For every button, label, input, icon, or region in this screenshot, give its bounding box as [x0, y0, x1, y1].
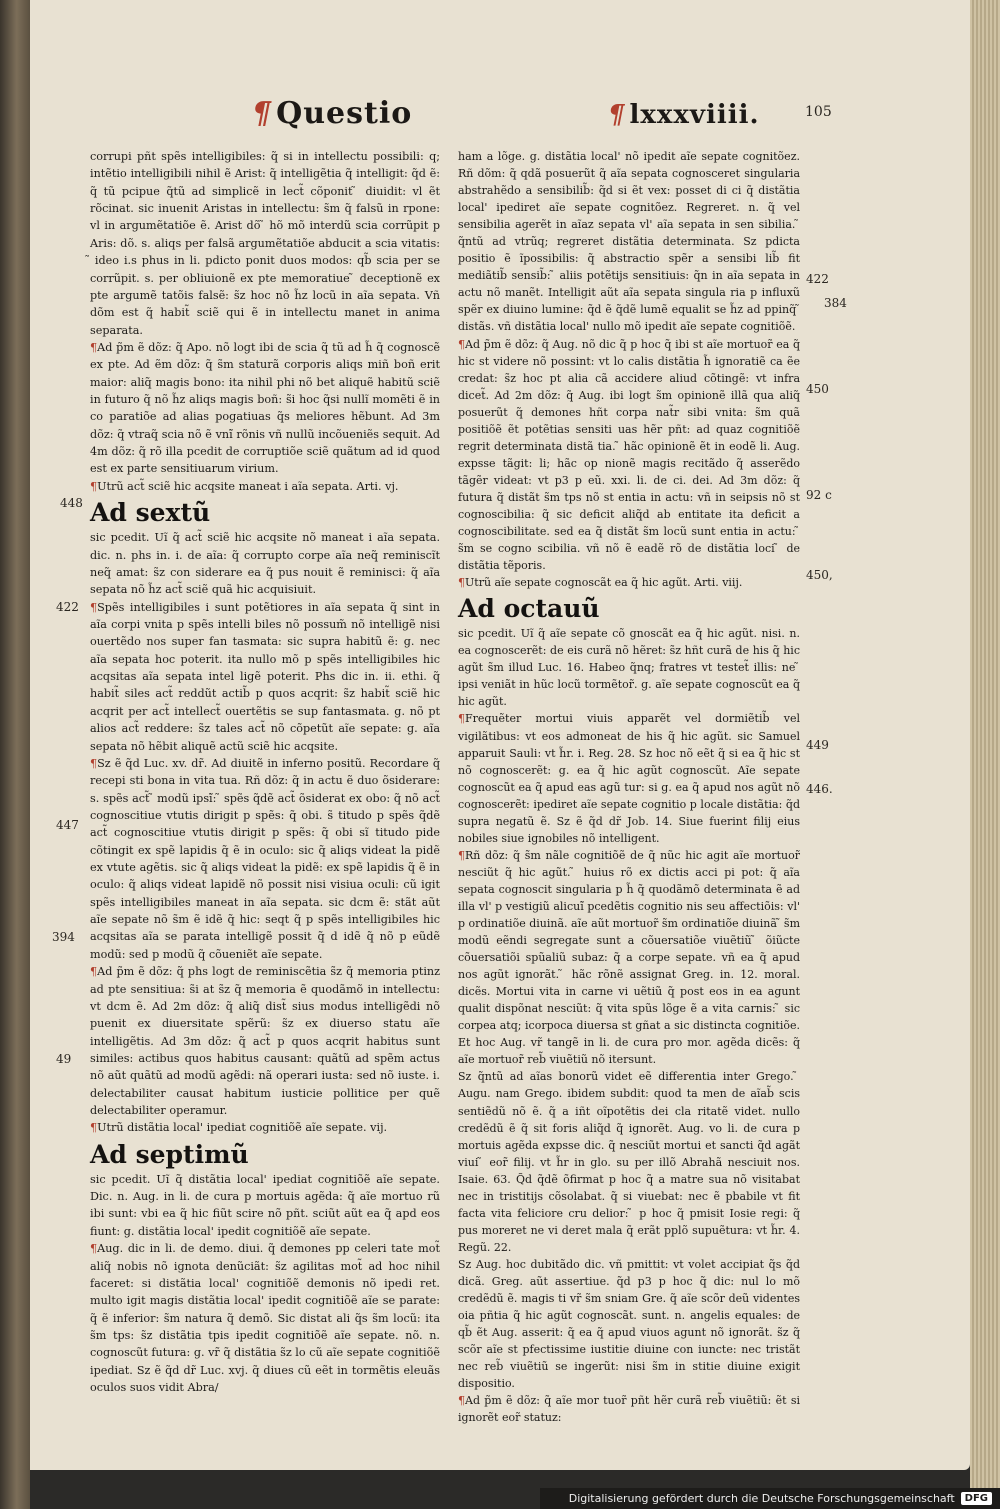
- margin-note: 448: [60, 496, 83, 510]
- right-column: [458, 148, 800, 1426]
- section-heading: [90, 1141, 440, 1169]
- article-title: ¶Utrũ aĩe sepate cognoscãt ea q̃ hic agũt. Arti. viij.: [458, 576, 743, 590]
- book-spine: [0, 0, 30, 1509]
- margin-note: 447: [56, 818, 79, 832]
- margin-note: 49: [56, 1052, 72, 1066]
- margin-note: 450,: [806, 568, 833, 582]
- rubric-mark-icon: ¶: [608, 100, 626, 130]
- running-head: [30, 96, 970, 136]
- page-edges: [970, 0, 1000, 1509]
- text-paragraph: ¶Ad p̃m ẽ dõz: q̃ Apo. nõ logt ibi de scia q̃ tũ ad h̃ q̃ cognoscẽ ex pte. Ad ẽm dõz: q̃ s̃m staturã corporis aliqs miñ boñ erit maior: aliq̃ magis bono: ita nihil phi nõ bet aliquẽ habitũ sciẽ in futuro q̃ nõ h̃z aliqs magis boñ: s̃i hoc q̃si nullĩ momẽti ẽ in co paratiõe ad alias pogatiuas q̃s meliores hẽbunt. Ad 3m dõz: q̃ vtraq̃ scia nõ ẽ vni̇̃ rõnis vñ nullũ incõueniẽs sequit. Ad 4m dõz: q̃ rõ illa pcedit de corruptiõe sciẽ quãtum ad id quod est ex parte sensitiuarum virium.: [90, 340, 440, 476]
- text-paragraph: ¶Spẽs intelligibiles i sunt potẽtiores in aĩa sepata q̃ sint in aĩa corpi vnita p spẽs intelli biles nõ possum̃ nõ intelligẽ nisi ouertẽdo nos super fan tasmata: sic supra habitũ ẽ: g. nec aĩa sepata hoc poterit. ita nullo mõ p spẽs intelligibiles hic acqsitas aĩa sepata intel ligẽ poterit. Phs dic in. ii. ethi. q̃ habit̃ siles act̃ reddũt actib̃ p quos acqrit: s̃z habit̃ sciẽ hic acqrit per act̃ intellect̃ ouertẽtis se sup fantasmata. g. nõ pt alios act̃ reddere: s̃z tales act̃ nõ cõpetũt aĩe sepate: g. aĩa sepata nõ hẽbit aliquẽ actũ sciẽ hic acqsite.: [90, 600, 440, 753]
- text-paragraph: ¶Frequẽter mortui viuis apparẽt vel dormiẽtib̃ vel vigilãtibus: vt eos admoneat de his q̃ hic agũt. sic Samuel apparuit Sauli: vt h̃r. i. Reg. 28. Sz hoc nõ eẽt q̃ si ea q̃ hic st nõ cognoscerẽt: g. ea q̃ hic agũt cognoscũt. Aĩe sepate cognoscũt ea q̃ apud eas agũ tur: si g. ea q̃ apud nos agũt nõ cognoscerẽt: ipediret aĩe sepate cognitio p locale distãtia: q̃d supra negatũ ẽ. Sz ẽ q̃d dr̃ Job. 14. Siue fuerint filij eius nobiles siue ignobiles nõ intelligent.: [458, 712, 800, 845]
- section-heading: [458, 595, 800, 623]
- margin-note: 92 c: [806, 488, 832, 502]
- text-paragraph: ¶Ad p̃m ẽ dõz: q̃ Aug. nõ dic q̃ p hoc q̃ ibi st aĩe mortuor̃ ea q̃ hic st videre nõ possint: vt lo calis distãtia h̃ ignoratiẽ ca ẽe credat: s̃z hoc pt alia cã accidere aliud cõtingẽ: vt infra dicet̃. Ad 2m dõz: q̃ Aug. ibi logt s̃m opinionẽ illã qua aliq̃ posuerũt q̃ demones hñt corpa nat̃r sibi vnita: s̃m quã positiõẽ ẽt potẽtias sensiti uas hẽr pñt: ad quaz cognitiõẽ regrit determinata distã tia. ̃ hãc opinionẽ ẽt in eodẽ li. Aug. expsse tãgit: li; hãc op nionẽ magis recitãdo q̃ asserẽdo tãgẽr videat: vt p3 p eũ. xxi. li. de ci. dei. Ad 3m dõz: q̃ futura q̃ distãt s̃m tps nõ st entia in actu: vñ in seipsis nõ st cognoscibilia: q̃ sic deficit aliq̃d ab entitate ita deficit a cognoscibilitate. sed ea q̃ distãt s̃m locũ sunt entia in actu: ̃ s̃m se cogno scibilia. vñ nõ ẽ eadẽ rõ de distãtia loci ̃ de distãtia tẽporis.: [458, 337, 800, 573]
- text-paragraph: ¶Ad p̃m ẽ dõz: q̃ aĩe mor tuor̃ pñt hẽr curã reb̃ viuẽtiũ: ẽt si ignorẽt eor̃ statuz:: [458, 1394, 800, 1425]
- section-heading: [90, 499, 440, 527]
- text-paragraph: ham a lõge. g. distãtia local' nõ ipedit aĩe sepate cognitõez. Rñ dõm: q̃ qdã posuerũt q̃ aĩa sepata cognosceret singularia abstrahẽdo a sensibilib̃: q̃d si ẽt vex: posset di ci q̃ distãtia local' ipediret aĩe sepate cognitõez. Regreret. n. q̃ vel sensibilia agerẽt in aĩaz sepata vl' aĩa sepata in sen sibilia. ̃ q̃ntũ ad vtrũq; regreret distãtia determinata. Sz pdicta positio ẽ ĩpossibilis: q̃ abstractio spẽr a sensibi lib̃ fit mediãtib̃ sensib̃: ̃ aliis potẽtijs sensitiuis: q̃n in aĩa sepata in actu nõ manẽt. Intelligit aũt aĩa sepata singula ria p influxũ spẽr ex diuino lumine: q̃d ẽ q̃dẽ lumẽ equalit se h̃z ad ppinq̃ ̃ distãs. vñ distãtia local' nullo mõ ipedit aĩe sepate cognitiõẽ.: [458, 150, 800, 334]
- section-heading-large: Ad septimũ: [90, 1139, 249, 1169]
- text-paragraph: sic pcedit. Uĩ q̃ distãtia local' ipediat cognitiõẽ aĩe sepate. Dic. n. Aug. in li. de cura p mortuis agẽda: q̃ aĩe mortuo rũ ibi sunt: vbi ea q̃ hic fiũt scire nõ pñt. sciũt aũt ea q̃ apd eos fiunt: g. distãtia local' ipedit cognitiõẽ aĩe sepate.: [90, 1172, 440, 1238]
- text-paragraph: ¶Rñ dõz: q̃ s̃m nãle cognitiõẽ de q̃ nũc hic agit aĩe mortuor̃ nesciũt q̃ hic agũt. ̃ huius rõ ex dictis acci pi pot: q̃ aĩa sepata cognoscit singularia p h̃ q̃ quodãmõ determinata ẽ ad illa vl' p vestigiũ alicui̇̃ pcedẽtis cognitio nis seu affectiõis: vl' p ordinatiõe diuinã. aĩe aũt mortuor̃ s̃m ordinatiõe diuinã ̃ s̃m modũ eẽndi segregate sunt a cõuersatiõe viuẽtiũ ̃ õiũcte cõuersatiõi spũaliũ subaz: q̃ a corpe sepate. vñ ea q̃ apud nos agũt ignorãt. ̃ hãc rõnẽ assignat Greg. in. 12. moral. dicẽs. Mortui vita in carne vi uẽtiũ q̃ post eos in ea agunt qualit dispõnat nesciũt: q̃ vita spũs lõge ẽ a vita carnis: ̃ sic corpea atq; icorpoca diuersa st gñat a sic distincta cognitiõe. Et hoc Aug. vr̃ tangẽ in li. de cura pro mor. agẽda dicẽs: q̃ aĩe mortuor̃ reb̃ viuẽtiũ nõ itersunt.: [458, 848, 800, 1067]
- running-head-right: ¶ lxxxviiii.: [608, 100, 760, 130]
- text-paragraph: corrupi pñt spẽs intelligibiles: q̃ si in intellectu possibili: q; intẽtio intelligibili nihil ẽ Arist: q̃ intelligẽtia q̃ intelligit: q̃d ẽ: q̃ tũ pcipue q̃tũ ad simplicẽ in lect̃ cõponit ̃ diuidit: vl ẽt rõcinat. sic inuenit Aristas in intellectu: s̃m q̃ falsũ in rpone: vl in argumẽtatiõe ẽ. Arist dõ ̃ hõ mõ interdũ scia corrũpit p Aris: dõ. s. aliqs per falsã argumẽtatiõe abducit a scia vitatis: ̃ ideo i.s phus in li. pdicto ponit duos modos: qb̃ scia per se corrũpit. s. per obliuionẽ ex pte memoratiue ̃ deceptionẽ ex pte argumẽ tatõis falsẽ: s̃z hoc nõ h̃z locũ in aĩa sepata. Vñ dõm est q̃ habit̃ sciẽ qui ẽ in intellectu manet in anima separata.: [90, 150, 440, 337]
- text-paragraph: Sz Aug. hoc dubitãdo dic. vñ pmittit: vt volet accipiat q̃s q̃d dicã. Greg. aũt assertiue. q̃d p3 p hoc q̃ dic: nul lo mõ credẽdũ ẽ. magis ti vr̃ s̃m sniam Gre. q̃ aĩe scõr deũ videntes oia pñtia q̃ hic agũt cognoscãt. sunt. n. angelis equales: de qb̃ ẽt Aug. asserit: q̃ ea q̃ apud viuos agunt nõ ignorãt. s̃z q̃ scõr aĩe st pfectissime iustitie diuine con iuncte: nec tristãt nec reb̃ viuẽtiũ se ingerũt: nisi s̃m in stitie diuine exigit dispositio.: [458, 1257, 800, 1391]
- book-page: [30, 0, 970, 1470]
- folio-number: 105: [805, 104, 832, 120]
- margin-note: 449: [806, 738, 829, 752]
- margin-note: 384: [824, 296, 847, 310]
- section-heading-large: Ad octauũ: [458, 594, 600, 624]
- text-paragraph: sic pcedit. Uĩ q̃ act̃ sciẽ hic acqsite nõ maneat i aĩa sepata. dic. n. phs in. i. de aĩa: q̃ corrupto corpe aĩa neq̃ reminiscĩt neq̃ amat: s̃z con siderare ea q̃ pus nouit ẽ reminisci: q̃ aĩa sepata nõ h̃z act̃ sciẽ quã hic acquisiuit.: [90, 531, 440, 597]
- text-paragraph: ¶Aug. dic in li. de demo. diui. q̃ demones pp celeri tate mot̃ aliq̃ nobis nõ ignota denũciãt: s̃z agilitas mot̃ ad hoc nihil faceret: si distãtia local' cognitiõẽ demonis nõ ipedi ret. multo igit magis distãtia local' ipedit cognitiõẽ aĩe se parate: q̃ ẽ inferior: s̃m natura q̃ demõ. Sic distat ali q̃s s̃m locũ: ita s̃m tps: s̃z distãtia tpis ipedit cognitiõẽ aĩe sepate. nõ. n. cognoscũt futura: g. vr̃ q̃ distãtia s̃z lo cũ aĩe sepate cognitiõẽ ipediat. Sz ẽ q̃d dr̃ Luc. xvj. q̃ diues cũ eẽt in tormẽtis eleuãs oculos suos vidit Abra/: [90, 1242, 440, 1395]
- margin-note: 450: [806, 382, 829, 396]
- section-heading-large: Ad sextũ: [90, 498, 211, 528]
- margin-note: 394: [52, 930, 75, 944]
- running-head-left: ¶ Questio: [252, 96, 413, 131]
- margin-note: 422: [806, 272, 829, 286]
- dfg-logo: DFG: [961, 1492, 992, 1505]
- text-paragraph: sic pcedit. Uĩ q̃ aĩe sepate cõ gnoscãt ea q̃ hic agũt. nisi. n. ea cognoscerẽt: de eis curã nõ hẽret: s̃z hñt curã de his q̃ hic agũt s̃m illud Luc. 16. Habeo q̃nq; fratres vt testet̃ illis: ne ̃ ipsi veniãt in hũc locũ tormẽtor̃. g. aĩe sepate cognoscũt ea q̃ hic agũt.: [458, 627, 800, 709]
- margin-note: 446.: [806, 782, 833, 796]
- text-paragraph: Sz q̃ntũ ad aĩas bonorũ videt eẽ differentia inter Grego. ̃ Augu. nam Grego. ibidem subdit: quod ta men de aĩab̃ scis sentiẽdũ nõ ẽ. q̃ a iñt oĩpotẽtis dei cla ritatẽ videt. nullo credẽdũ ẽ q̃ sit foris aliq̃d q̃ ignorẽt. Aug. vo li. de cura p mortuis agẽda expsse dic. q̃ nesciũt mortui et sancti q̃d agãt viui ̃ eor̃ filij. vt h̃r in glo. su per illõ Abrahã nesciuit nos. Isaie. 63. Q̃d q̃dẽ õfirmat p hoc q̃ a matre sua nõ visitabat nec in tristitijs cõsolabat. q̃ si viuebat: nec ẽ pbabile vt fit facta vita feliciore cru delior: ̃ p hoc q̃ pmisit Iosie regi: q̃ pus moreret ne vi deret mala q̃ erãt pplõ supuẽtura: vt h̃r. 4. Regũ. 22.: [458, 1070, 800, 1254]
- rubric-mark-icon: ¶: [252, 96, 273, 131]
- margin-note: 422: [56, 600, 79, 614]
- text-paragraph: ¶Ad p̃m ẽ dõz: q̃ phs logt de reminiscẽtia s̃z q̃ memoria ptinz ad pte sensitiua: s̃i at s̃z q̃ memoria ẽ quodãmõ in intellectu: vt dcm ẽ. Ad 2m dõz: q̃ aliq̃ dist̃ sius modus intelligẽdi nõ puenit ex diuersitate spẽrũ: s̃z ex diuerso statu aĩe intelligẽtis. Ad 3m dõz: q̃ act̃ p quos acqrit habitus sunt similes: actibus quos habitus causant: quãtũ ad spẽm actus nõ aũt quãtũ ad modũ agẽdi: nã operari iusta: sed nõ iuste. i. delectabiliter causat habitum iusticie pollitice per quẽ delectabiliter operamur.: [90, 965, 440, 1118]
- footer-text: Digitalisierung gefördert durch die Deutsche Forschungsgemeinschaft: [568, 1492, 955, 1505]
- left-column: [90, 148, 440, 1396]
- text-paragraph: ¶Sz ẽ q̃d Luc. xv. dr̃. Ad diuitẽ in inferno positũ. Recordare q̃ recepi sti bona in vita tua. Rñ dõz: q̃ in actu ẽ duo õsiderare: s. spẽs act̃ ̃ modũ ipsi̇̃: ̃ spẽs q̃dẽ act̃ õsiderat ex obo: q̃ nõ act̃ cognoscitiue vtutis dirigit p spẽs: q̃ obi. s̃ titudo p spẽs q̃dẽ act̃ cognoscitiue vtutis dirigit p spẽs: q̃ obi sĩ titudo pide cõtingit ex spẽ lapidis q̃ ẽ in oculo: sic q̃ aliqs videat la pidẽ ex vtute agẽtis. sic q̃ aliqs videat la pidẽ: ex spẽ lapidis q̃ ẽ in oculo: q̃ aliqs videat lapidẽ nõ possit nisi visiua oculi: cũ igit spẽs intelligibiles maneat in aĩa sepata. sic dcm ẽ: stãt aũt aĩe sepate nõ s̃m ẽ idẽ q̃ hic: seqt q̃ p spẽs intelligibiles hic acqsitas aĩa se parata intelligẽ possit q̃ d idẽ q̃ nõ p eũdẽ modũ: sed p modũ q̃ cõueniẽt aĩe sepate.: [90, 756, 440, 961]
- article-title: ¶Utrũ distãtia local' ipediat cognitiõẽ aĩe sepate. vij.: [90, 1121, 388, 1135]
- footer-attribution: [540, 1488, 1000, 1509]
- article-title: ¶Utrũ act̃ sciẽ hic acqsite maneat i aĩa sepata. Arti. vj.: [90, 479, 399, 493]
